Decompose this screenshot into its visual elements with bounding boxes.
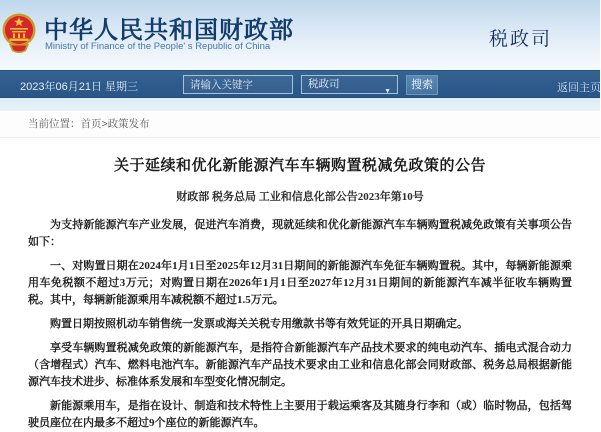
article-title: 关于延续和优化新能源汽车车辆购置税减免政策的公告 <box>113 157 486 174</box>
article-content <box>0 154 600 432</box>
ministry-title-cn: 中华人民共和国财政部 <box>44 17 294 44</box>
search-scope-dropdown[interactable] <box>301 75 398 94</box>
breadcrumb-separator: > <box>101 118 108 130</box>
current-date: 2023年06月21日 星期三 <box>20 81 138 93</box>
search-scope-selected: 税政司 <box>308 78 340 90</box>
return-home-link[interactable]: 返回主页 <box>557 82 601 94</box>
article-paragraph: 购置日期按照机动车销售统一发票或海关关税专用缴款书等有效凭证的开具日期确定。 <box>50 318 468 330</box>
header-bottom-strip <box>0 98 600 111</box>
article-paragraph: 为支持新能源汽车产业发展，促进汽车消费，现就延续和优化新能源汽车车辆购置税减免政策有关事项公告如下： <box>28 219 572 248</box>
search-input[interactable] <box>183 75 293 94</box>
site-header <box>0 0 600 70</box>
breadcrumb-prefix: 当前位置： <box>28 118 81 130</box>
national-emblem-icon <box>2 11 36 55</box>
article-doc-number: 财政部 税务总局 工业和信息化部公告2023年第10号 <box>176 191 424 203</box>
department-name: 税政司 <box>488 29 552 50</box>
article-paragraph: 新能源乘用车，是指在设计、制造和技术特性上主要用于载运乘客及其随身行李和（或）临时物品，包括驾驶员座位在内最多不超过9个座位的新能源汽车。 <box>28 400 572 429</box>
article-paragraph: 享受车辆购置税减免政策的新能源汽车，是指符合新能源汽车产品技术要求的纯电动汽车、插电式混合动力（含增程式）汽车、燃料电池汽车。新能源汽车产品技术要求由工业和信息化部会同财政部、税务总局根据新能源汽车技术进步、标准体系发展和车型变化情况制定。 <box>28 342 572 388</box>
article-paragraph: 一、对购置日期在2024年1月1日至2025年12月31日期间的新能源汽车免征车辆购置税。其中，每辆新能源乘用车免税额不超过3万元；对购置日期在2026年1月1日至2027年12月31日期间的新能源汽车减半征收车辆购置税。其中，每辆新能源乘用车减税额不超过1.5万元。 <box>28 260 572 306</box>
search-button[interactable]: 搜索 <box>406 75 438 95</box>
top-navbar <box>0 70 600 98</box>
breadcrumb <box>0 111 600 138</box>
article-body <box>28 217 572 432</box>
breadcrumb-section-link[interactable]: 政策发布 <box>107 118 150 130</box>
ministry-title-en: Ministry of Finance of the People' s Republic of China <box>45 41 271 52</box>
chevron-down-icon: ▼ <box>384 88 391 95</box>
breadcrumb-home-link[interactable]: 首页 <box>80 118 102 130</box>
